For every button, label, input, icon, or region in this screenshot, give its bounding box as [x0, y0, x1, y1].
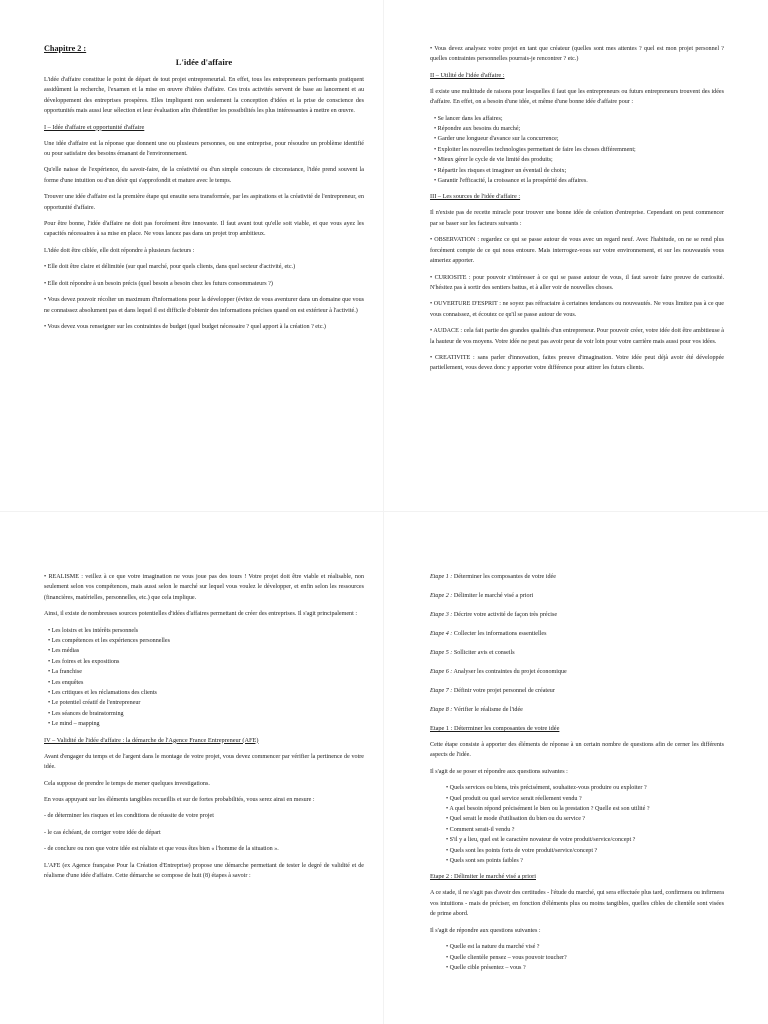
step-label: Etape 2 : — [430, 593, 453, 599]
section-heading: III – Les sources de l'idée d'affaire : — [430, 193, 521, 201]
step-line — [430, 686, 724, 696]
list-item: • Les compétences et les expériences personnelles — [48, 636, 364, 646]
paragraph: - de conclure ou non que votre idée est réaliste et que vous êtes bien « l'homme de la situation ». — [44, 846, 279, 853]
bullet-paragraph: • OBSERVATION : regardez ce qui se passe autour de vous avec un regard neuf. Avec l'habitude, on ne se rend plus forcément compte de ce qui nous entoure. Mais interrogez-vous sur votre environnement, et sur les nouveautés vous aimeriez apporter. — [430, 237, 724, 265]
step-label: Etape 4 : — [430, 631, 453, 637]
paragraph: Pour être bonne, l'idée d'affaire ne doit pas forcément être innovante. Il faut avant tout qu'elle soit viable, et que vous ayez les capacités nécessaires à sa mise en place. Ne vous lancez pas dans un projet trop ambitieux. — [44, 221, 364, 238]
paragraph: Une idée d'affaire est la réponse que donnent une ou plusieurs personnes, ou une entreprise, pour résoudre un problème identifié ou pour satisfaire des besoins émanant de l'environnement. — [44, 140, 364, 158]
step-text: Collecter les informations essentielles — [453, 631, 547, 637]
page-3 — [0, 512, 384, 1024]
list-item: • Les foires et les expositions — [48, 657, 364, 667]
question-item: • Quelle cible présentez – vous ? — [446, 963, 724, 973]
step-label: Etape 1 : — [430, 574, 453, 580]
step-text: Déterminer les composantes de votre idée — [453, 574, 556, 580]
bullet-paragraph: • Elle doit répondre à un besoin précis (quel besoin a besoin chez les futurs consommateurs ?) — [44, 280, 273, 287]
step-label: Etape 6 : — [430, 669, 453, 675]
bullet-paragraph: • OUVERTURE D'ESPRIT : ne soyez pas réfractaire à certaines tendances ou nouveautés. Ne vous limitez pas à ce que vous connaissez, et écoutez ce qu'il se passe autour de vous. — [430, 301, 724, 318]
sources-list — [44, 626, 364, 730]
paragraph: Qu'elle naisse de l'expérience, du savoir-faire, de la créativité ou d'un simple concours de circonstance, l'idée prend souvent la forme d'une intuition ou d'un désir qui s'approfondit et mature avec le temps. — [44, 167, 364, 184]
step-line — [430, 629, 724, 639]
chapter-label: Chapitre 2 : — [44, 44, 87, 53]
section-heading: Etape 2 : Délimiter le marché visé a priori — [430, 873, 536, 881]
bullet-paragraph: • CREATIVITE : sans parler d'innovation, faites preuve d'imagination. Votre idée peut déjà avoir été développée partiellement, vous devez donc y apporter votre différence pour attirer les futurs clients. — [430, 354, 724, 372]
paragraph: Il existe une multitude de raisons pour lesquelles il faut que les entrepreneurs ou futurs entrepreneurs trouvent des idées d'affaire. En effet, on a besoin d'une idée, et même d'une bonne idée d'affaire pour : — [430, 88, 724, 106]
list-item: • Le mind – mapping — [48, 719, 364, 729]
step-text: Définir votre projet personnel de créateur — [453, 688, 555, 694]
list-item: • Les médias — [48, 646, 364, 656]
list-item: • Mieux gérer le cycle de vie limité des produits; — [434, 155, 724, 165]
paragraph: L'idée doit être ciblée, elle doit répondre à plusieurs facteurs : — [44, 247, 195, 254]
question-item: • S'il y a lieu, quel est le caractère novateur de votre produit/service/concept ? — [446, 835, 724, 845]
step-line — [430, 705, 724, 715]
step-text: Décrire votre activité de façon très précise — [453, 612, 558, 618]
page-1 — [0, 0, 384, 512]
paragraph: Il s'agit de se poser et répondre aux questions suivantes : — [430, 768, 568, 775]
section-heading: II – Utilité de l'idée d'affaire : — [430, 71, 505, 79]
question-item: • Quel serait le mode d'utilisation du bien ou du service ? — [446, 814, 724, 824]
paragraph: Ainsi, il existe de nombreuses sources potentielles d'idées d'affaires permettant de créer des entreprises. Il s'agit principalement : — [44, 611, 358, 618]
bullet-paragraph: • Vous devez analysez votre projet en tant que créateur (quelles sont mes attentes ? quel est mon projet personnel ? quelles contraintes personnelles pourrais-je rencontrer ? etc.) — [430, 46, 724, 63]
list-item: • La franchise — [48, 667, 364, 677]
list-item: • Garder une longueur d'avance sur la concurrence; — [434, 134, 724, 144]
intro-paragraph: L'idée d'affaire constitue le point de départ de tout projet entrepreneurial. En effet, tous les entrepreneurs performants pratiquent assidûment la recherche, l'examen et la mise en œuvre d'idées d'affaire. Ces trois activités servent de base au lancement et au développement des entreprises prospères. Elles impliquent non seulement la conception d'idées et la prise de conscience des opportunités mais aussi leur sélection et leur évaluation afin d'identifier les possibilités les plus intéressantes à mettre en œuvre. — [44, 77, 364, 115]
paragraph: L'AFE (ex Agence française Pour la Création d'Entreprise) propose une démarche permettant de tester le degré de validité et de réalisme d'une idée d'affaire. Cette démarche se compose de huit (8) étapes à savoir : — [44, 862, 364, 879]
section-heading: Etape 1 : Déterminer les composantes de votre idée — [430, 725, 560, 732]
question-item: • A quel besoin répond précisément le bien ou la prestation ? Quelle est son utilité ? — [446, 804, 724, 814]
step-text: Analyser les contraintes du projet économique — [453, 669, 567, 675]
question-item: • Quels sont ses points faibles ? — [446, 856, 724, 866]
paragraph: Trouver une idée d'affaire est la première étape qui ensuite sera transformée, par les aspirations et la créativité de l'entrepreneur, en opportunité d'affaire. — [44, 194, 364, 211]
utility-list — [430, 114, 724, 187]
step-text: Solliciter avis et conseils — [453, 650, 515, 656]
paragraph: A ce stade, il ne s'agit pas d'avoir des certitudes - l'étude du marché, qui sera effectuée plus tard, confirmera ou infirmera vos intuitions - mais de préciser, en fonction d'éléments plus ou moins tangibles, quelles cibles de clientèle sont visées de prime abord. — [430, 890, 724, 918]
bullet-paragraph: • Vous devez vous renseigner sur les contraintes de budget (quel budget nécessaire ? quel apport à la création ? etc.) — [44, 323, 326, 330]
step-label: Etape 3 : — [430, 612, 453, 618]
paragraph: - de déterminer les risques et les conditions de réussite de votre projet — [44, 813, 214, 820]
step1-questions — [430, 783, 724, 866]
list-item: • Exploiter les nouvelles technologies permettant de faire les choses différemment; — [434, 145, 724, 155]
list-item: • Répondre aux besoins du marché; — [434, 124, 724, 134]
bullet-paragraph: • REALISME : veillez à ce que votre imagination ne vous joue pas des tours ! Votre projet doit être viable et réalisable, non seulement selon vos compétences, mais aussi selon le marché sur lequel vous voulez le développer, et enfin selon les ressources (financières, matérielles, personnelles, etc.) que cela implique. — [44, 574, 364, 601]
step-line — [430, 667, 724, 677]
list-item: • Les loisirs et les intérêts personnels — [48, 626, 364, 636]
paragraph: Avant d'engager du temps et de l'argent dans le montage de votre projet, vous devez commencer par vérifier la pertinence de votre idée. — [44, 753, 364, 771]
list-item: • Les séances de brainstorming — [48, 709, 364, 719]
paragraph: Il n'existe pas de recette miracle pour trouver une bonne idée de création d'entreprise. Cependant on peut commencer par se baser sur les facteurs suivants : — [430, 210, 724, 227]
paragraph: Cette étape consiste à apporter des éléments de réponse à un certain nombre de questions afin de cerner les différents aspects de l'idée. — [430, 742, 724, 759]
list-item: • Les critiques et les réclamations des clients — [48, 688, 364, 698]
question-item: • Quels sont les points forts de votre produit/service/concept ? — [446, 846, 724, 856]
step-label: Etape 5 : — [430, 650, 453, 656]
bullet-paragraph: • CURIOSITE : pour pouvoir s'intéresser à ce qui se passe autour de vous, il faut savoir faire preuve de curiosité. N'hésitez pas à sortir des sentiers battus, et à aller voir de nouvelles choses. — [430, 274, 724, 291]
page-2 — [384, 0, 768, 512]
step-label: Etape 8 : — [430, 707, 453, 713]
paragraph: Cela suppose de prendre le temps de mener quelques investigations. — [44, 780, 210, 787]
page-4 — [384, 512, 768, 1024]
step-label: Etape 7 : — [430, 688, 453, 694]
paragraph: Il s'agit de répondre aux questions suivantes : — [430, 927, 541, 934]
step-line — [430, 572, 724, 582]
section-heading: IV – Validité de l'idée d'affaire : la démarche de l'Agence France Entrepreneur (AFE) — [44, 736, 259, 744]
bullet-paragraph: • Elle doit être claire et délimitée (sur quel marché, pour quels clients, dans quel secteur d'activité, etc.) — [44, 264, 296, 271]
bullet-paragraph: • Vous devez pouvoir récolter un maximum d'informations pour la développer (évitez de vous aventurer dans un domaine que vous ne connaissez absolument pas et dans lequel il est difficile d'obtenir des informations précises quand on est extérieur à l'activité.) — [44, 297, 364, 314]
list-item: • Garantir l'efficacité, la croissance et la prospérité des affaires. — [434, 176, 724, 186]
list-item: • Se lancer dans les affaires; — [434, 114, 724, 124]
document-title: L'idée d'affaire — [175, 57, 233, 67]
paragraph: En vous appuyant sur les éléments tangibles recueillis et sur de fortes probabilités, vous serez ainsi en mesure : — [44, 796, 315, 803]
list-item: • Les enquêtes — [48, 678, 364, 688]
paragraph: - le cas échéant, de corriger votre idée de départ — [44, 829, 161, 836]
step-line — [430, 610, 724, 620]
section-heading: I – Idée d'affaire et opportunité d'affaire — [44, 123, 145, 131]
step-text: Vérifier le réalisme de l'idée — [453, 707, 523, 713]
question-item: • Quels services ou biens, très précisément, souhaitez-vous produire ou exploiter ? — [446, 783, 724, 793]
question-item: • Quelle est la nature du marché visé ? — [446, 942, 724, 952]
question-item: • Quelle clientèle pensez – vous pouvoir toucher? — [446, 953, 724, 963]
question-item: • Comment serait-il vendu ? — [446, 825, 724, 835]
step2-questions — [430, 942, 724, 973]
list-item: • Répartir les risques et imaginer un éventail de choix; — [434, 166, 724, 176]
question-item: • Quel produit ou quel service serait réellement vendu ? — [446, 794, 724, 804]
step-line — [430, 648, 724, 658]
step-text: Délimiter le marché visé a priori — [453, 593, 534, 599]
step-line — [430, 591, 724, 601]
bullet-paragraph: • AUDACE : cela fait partie des grandes qualités d'un entrepreneur. Pour pouvoir créer, votre idée doit être ambitieuse à la hauteur de vos moyens. Votre idée ne peut pas avoir peur de voir loin pour votre carrière mais aussi pour vos idées. — [430, 328, 724, 345]
list-item: • Le potentiel créatif de l'entrepreneur — [48, 698, 364, 708]
